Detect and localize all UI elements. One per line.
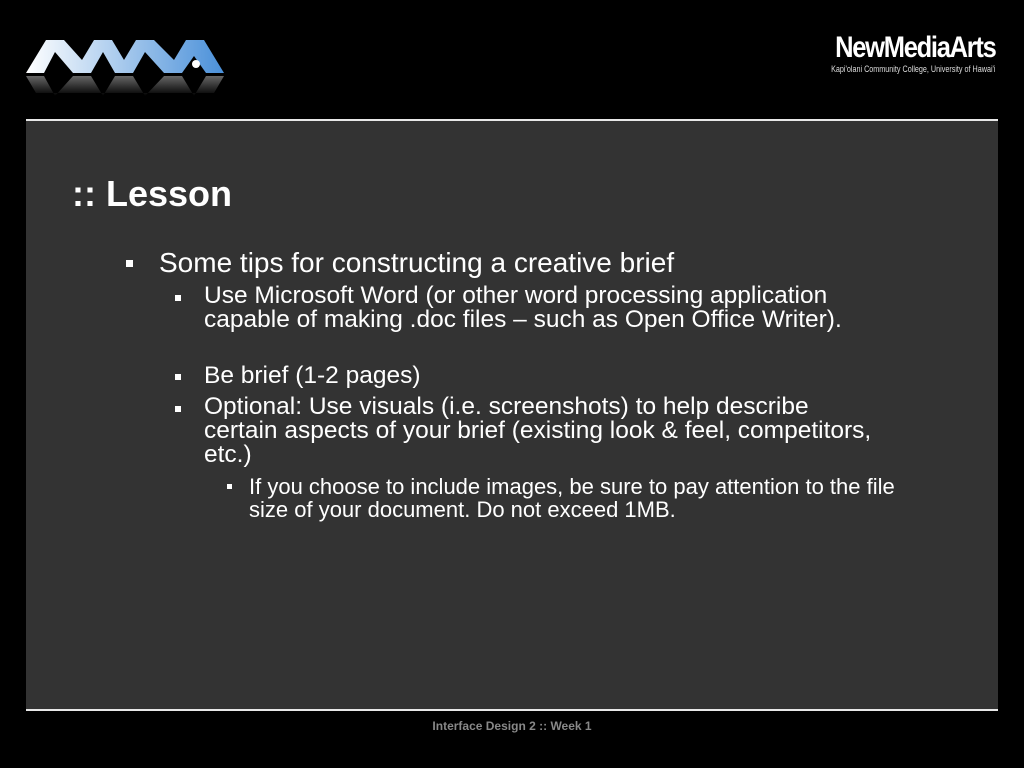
bullet-icon: [175, 406, 181, 412]
bullet-text: Be brief (1-2 pages): [204, 362, 421, 389]
bullet-icon: [126, 260, 133, 267]
bullet-text: If you choose to include images, be sure to pay attention to the file size of your document. Do not exceed 1MB.: [249, 474, 895, 522]
nma-logo: [24, 38, 229, 100]
bullet-text: Optional: Use visuals (i.e. screenshots) to help describe certain aspects of your brief (existing look & feel, competitors, etc.): [204, 393, 872, 468]
newmediaarts-logo: [790, 32, 996, 74]
bullet-icon: [227, 484, 232, 489]
bullet-icon: [175, 374, 181, 380]
brand-subtitle: Kapi'olani Community College, University of Hawai'i: [831, 64, 996, 74]
bullet-icon: [175, 295, 181, 301]
slide-footer: Interface Design 2 :: Week 1: [432, 719, 592, 733]
slide-title: :: Lesson: [72, 173, 233, 214]
bullet-text: Some tips for constructing a creative brief: [159, 247, 675, 278]
bullet-text: Use Microsoft Word (or other word processing application capable of making .doc files – such as Open Office Writer).: [204, 282, 842, 333]
brand-name: NewMediaArts: [835, 31, 996, 64]
slide-content-panel: [26, 119, 998, 711]
